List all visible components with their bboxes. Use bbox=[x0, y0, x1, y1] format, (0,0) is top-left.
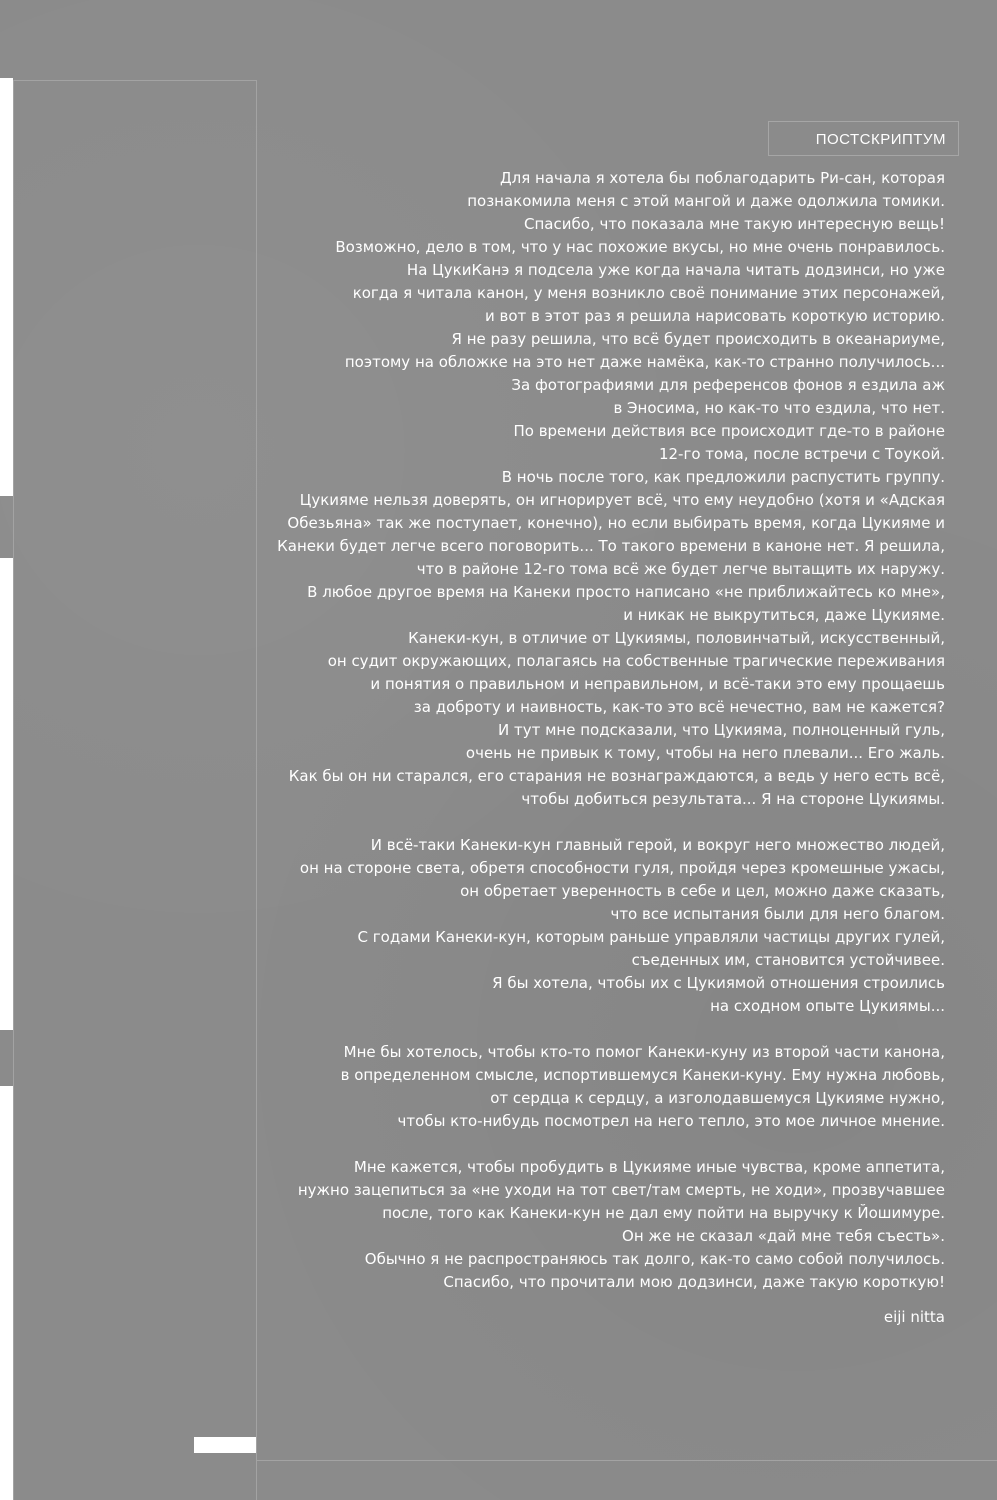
text-line: Спасибо, что показала мне такую интересную вещь! bbox=[524, 215, 945, 233]
text-line: В ночь после того, как предложили распустить группу. bbox=[501, 468, 945, 486]
text-line: чтобы кто-нибудь посмотрел на него тепло, это мое личное мнение. bbox=[397, 1112, 945, 1130]
text-line: что в районе 12-го тома всё же будет легче вытащить их наружу. bbox=[416, 560, 945, 578]
frame-line-bottom bbox=[256, 1460, 997, 1461]
text-line: чтобы добиться результата... Я на стороне Цукиямы. bbox=[521, 790, 945, 808]
text-line: С годами Канеки-кун, которым раньше управляли частицы других гулей, bbox=[357, 928, 945, 946]
text-line: очень не привык к тому, чтобы на него плевали... Его жаль. bbox=[465, 744, 945, 762]
paragraph-gap bbox=[245, 1018, 945, 1041]
postscript-text bbox=[245, 167, 945, 1294]
text-line: он обретает уверенность в себе и цел, можно даже сказать, bbox=[460, 882, 945, 900]
text-line: Возможно, дело в том, что у нас похожие вкусы, но мне очень понравилось. bbox=[335, 238, 945, 256]
text-line: в определенном смысле, испортившемуся Канеки-куну. Ему нужна любовь, bbox=[340, 1066, 945, 1084]
text-line: поэтому на обложке на это нет даже намёка, как-то странно получилось... bbox=[344, 353, 945, 371]
text-line: и никак не выкрутиться, даже Цукияме. bbox=[623, 606, 945, 624]
text-line: нужно зацепиться за «не уходи на тот свет/там смерть, не ходи», прозвучавшее bbox=[297, 1181, 945, 1199]
paragraph-gap bbox=[245, 1133, 945, 1156]
text-line: Как бы он ни старался, его старания не вознаграждаются, а ведь у него есть всё, bbox=[288, 767, 945, 785]
text-line: в Эносима, но как-то что ездила, что нет. bbox=[613, 399, 945, 417]
text-line: Канеки будет легче всего поговорить... То такого времени в каноне нет. Я решила, bbox=[277, 537, 945, 555]
text-line: И тут мне подсказали, что Цукияма, полноценный гуль, bbox=[498, 721, 945, 739]
title-box bbox=[768, 121, 959, 156]
text-line: За фотографиями для референсов фонов я ездила аж bbox=[511, 376, 945, 394]
text-line: от сердца к сердцу, а изголодавшемуся Цукияме нужно, bbox=[490, 1089, 945, 1107]
text-line: и понятия о правильном и неправильном, и всё-таки это ему прощаешь bbox=[370, 675, 945, 693]
text-line: 12-го тома, после встречи с Тоукой. bbox=[658, 445, 945, 463]
frame-line-top bbox=[13, 80, 256, 81]
text-line: Цукияме нельзя доверять, он игнорирует всё, что ему неудобно (хотя и «Адская bbox=[299, 491, 945, 509]
binding-strip-bottom bbox=[0, 1086, 13, 1500]
text-line: что все испытания были для него благом. bbox=[610, 905, 945, 923]
frame-line-left bbox=[13, 80, 14, 1500]
text-line: Обычно я не распространяюсь так долго, как-то само собой получилось. bbox=[364, 1250, 945, 1268]
page-title: ПОСТСКРИПТУМ bbox=[815, 131, 946, 148]
text-line: Для начала я хотела бы поблагодарить Ри-сан, которая bbox=[499, 169, 945, 187]
text-line: съеденных им, становится устойчивее. bbox=[631, 951, 945, 969]
text-line: на сходном опыте Цукиямы... bbox=[710, 997, 945, 1015]
binding-strip-top bbox=[0, 78, 13, 496]
text-line: он на стороне света, обретя способности гуля, пройдя через кромешные ужасы, bbox=[299, 859, 945, 877]
signature: eiji nitta bbox=[883, 1308, 945, 1326]
binding-strip-middle bbox=[0, 558, 13, 1030]
text-line: Спасибо, что прочитали мою додзинси, даже такую короткую! bbox=[443, 1273, 945, 1291]
text-line: В любое другое время на Канеки просто написано «не приближайтесь ко мне», bbox=[307, 583, 945, 601]
text-line: Мне кажется, чтобы пробудить в Цукияме иные чувства, кроме аппетита, bbox=[353, 1158, 945, 1176]
text-line: за доброту и наивность, как-то это всё нечестно, вам не кажется? bbox=[413, 698, 945, 716]
text-line: Мне бы хотелось, чтобы кто-то помог Канеки-куну из второй части канона, bbox=[343, 1043, 945, 1061]
text-line: он судит окружающих, полагаясь на собственные трагические переживания bbox=[327, 652, 945, 670]
text-line: И всё-таки Канеки-кун главный герой, и вокруг него множество людей, bbox=[370, 836, 945, 854]
text-line: Я бы хотела, чтобы их с Цукиямой отношения строились bbox=[492, 974, 945, 992]
decorative-block bbox=[194, 1437, 256, 1453]
text-line: Он же не сказал «дай мне тебя съесть». bbox=[622, 1227, 945, 1245]
text-line: познакомила меня с этой мангой и даже одолжила томики. bbox=[467, 192, 945, 210]
text-line: Я не разу решила, что всё будет происходить в океанариуме, bbox=[451, 330, 945, 348]
paragraph-gap bbox=[245, 811, 945, 834]
text-line: после, того как Канеки-кун не дал ему пойти на выручку к Йошимуре. bbox=[382, 1204, 945, 1222]
text-line: Обезьяна» так же поступает, конечно), но если выбирать время, когда Цукияме и bbox=[287, 514, 945, 532]
text-line: Канеки-кун, в отличие от Цукиямы, половинчатый, искусственный, bbox=[408, 629, 945, 647]
text-line: когда я читала канон, у меня возникло своё понимание этих персонажей, bbox=[352, 284, 945, 302]
text-line: На ЦукиКанэ я подсела уже когда начала читать додзинси, но уже bbox=[406, 261, 945, 279]
text-line: По времени действия все происходит где-то в районе bbox=[513, 422, 945, 440]
text-line: и вот в этот раз я решила нарисовать короткую историю. bbox=[485, 307, 945, 325]
